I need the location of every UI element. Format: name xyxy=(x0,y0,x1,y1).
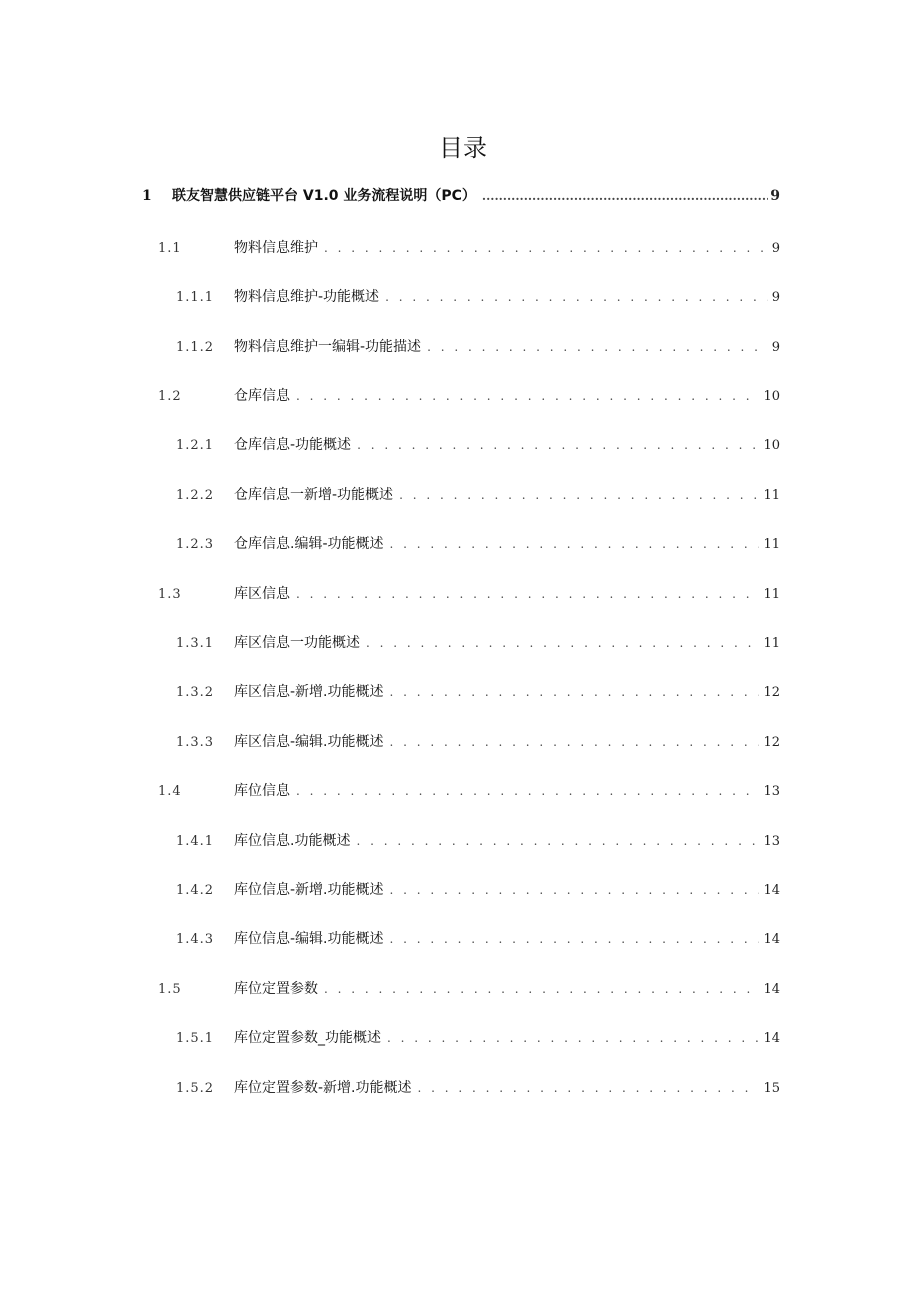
toc-leader-dots xyxy=(356,826,759,856)
toc-leader-dots xyxy=(324,233,768,263)
toc-entry-page: 14 xyxy=(763,1031,780,1046)
toc-leader-dots xyxy=(390,677,760,707)
toc-entry-label: 物料信息维护-功能概述 xyxy=(234,289,380,305)
toc-entry-number: 1.2.2 xyxy=(176,488,215,503)
toc-entry-number: 1 xyxy=(142,188,153,204)
toc-entry[interactable] xyxy=(176,529,780,559)
toc-entry[interactable] xyxy=(176,282,780,312)
toc-entry-number: 1.4.2 xyxy=(176,883,215,898)
toc-entry[interactable] xyxy=(158,579,780,609)
toc-entry-number: 1.4.3 xyxy=(176,932,215,947)
toc-entry[interactable] xyxy=(176,875,780,905)
toc-leader-dots xyxy=(296,381,759,411)
toc-entry-label: 库位信息-编辑.功能概述 xyxy=(234,931,384,947)
toc-entry-page: 11 xyxy=(763,488,780,503)
toc-leader-dots xyxy=(324,974,759,1004)
toc-entry-page: 12 xyxy=(763,685,780,700)
toc-entry-page: 14 xyxy=(763,982,780,997)
toc-entry-page: 9 xyxy=(771,241,780,256)
toc-entry-label: 物料信息维护 xyxy=(234,240,318,256)
toc-entry-page: 11 xyxy=(763,537,780,552)
toc-entry-label: 仓库信息.编辑-功能概述 xyxy=(234,536,384,552)
toc-entry-page: 9 xyxy=(771,290,780,305)
toc-entry-number: 1.1.1 xyxy=(176,290,215,305)
toc-entry-page: 10 xyxy=(763,389,780,404)
toc-leader-dots xyxy=(390,529,760,559)
toc-entry[interactable] xyxy=(158,776,780,806)
toc-entry-page: 9 xyxy=(770,188,780,204)
toc-leader-dots xyxy=(357,430,759,460)
toc-leader-dots xyxy=(390,875,760,905)
toc-entry-page: 14 xyxy=(763,932,780,947)
toc-entry-number: 1.3.2 xyxy=(176,685,215,700)
toc-entry[interactable] xyxy=(176,924,780,954)
toc-entry-label: 库位信息-新增.功能概述 xyxy=(234,882,384,898)
toc-entry-number: 1.4 xyxy=(158,784,182,799)
toc-leader-dots xyxy=(399,480,759,510)
toc-entry[interactable] xyxy=(142,181,780,211)
toc-entry-label: 仓库信息-功能概述 xyxy=(234,437,352,453)
toc-entry-number: 1.2.1 xyxy=(176,438,215,453)
toc-entry[interactable] xyxy=(176,480,780,510)
toc-entry-label: 物料信息维护一编辑-功能描述 xyxy=(234,339,422,355)
toc-entry-number: 1.5 xyxy=(158,982,182,997)
toc-entry-page: 13 xyxy=(763,784,780,799)
toc-leader-dots xyxy=(387,1023,759,1053)
toc-entry-label: 库区信息一功能概述 xyxy=(234,635,360,651)
toc-entry-page: 9 xyxy=(771,340,780,355)
toc-entry-page: 11 xyxy=(763,636,780,651)
toc-entry[interactable] xyxy=(176,727,780,757)
toc-entry-label: 联友智慧供应链平台 V1.0 业务流程说明（PC） xyxy=(172,188,476,204)
toc-entry-page: 11 xyxy=(763,587,780,602)
toc-entry-number: 1.5.1 xyxy=(176,1031,215,1046)
toc-entry-number: 1.5.2 xyxy=(176,1081,215,1096)
toc-entry-number: 1.3.1 xyxy=(176,636,215,651)
toc-entry[interactable] xyxy=(176,628,780,658)
toc-entry-label: 库位定置参数-新增.功能概述 xyxy=(234,1080,412,1096)
toc-leader-dots xyxy=(427,332,768,362)
toc-leader-dots xyxy=(390,727,760,757)
toc-entry-label: 仓库信息 xyxy=(234,388,290,404)
toc-leader-dots xyxy=(296,579,759,609)
toc-entry-page: 14 xyxy=(763,883,780,898)
toc-entry-page: 10 xyxy=(763,438,780,453)
toc-entry[interactable] xyxy=(158,233,780,263)
toc-entry-number: 1.1 xyxy=(158,241,182,256)
toc-entry-label: 库位信息 xyxy=(234,783,290,799)
toc-entry-number: 1.3.3 xyxy=(176,735,215,750)
page-title: 目录 xyxy=(439,134,487,162)
toc-entry-page: 15 xyxy=(763,1081,780,1096)
toc-entry-number: 1.3 xyxy=(158,587,182,602)
toc-entry-number: 1.4.1 xyxy=(176,834,215,849)
toc-entry-label: 库区信息-新增.功能概述 xyxy=(234,684,384,700)
toc-leader-dots xyxy=(385,282,768,312)
toc-entry[interactable] xyxy=(176,1073,780,1103)
toc-entry-label: 库位定置参数 xyxy=(234,981,318,997)
toc-leader-dots xyxy=(390,924,760,954)
toc-entry[interactable] xyxy=(158,974,780,1004)
toc-entry[interactable] xyxy=(176,430,780,460)
toc-entry-number: 1.2 xyxy=(158,389,182,404)
toc-entry[interactable] xyxy=(176,332,780,362)
toc-entry-number: 1.2.3 xyxy=(176,537,215,552)
toc-entry-page: 13 xyxy=(763,834,780,849)
toc-leader-dots xyxy=(296,776,759,806)
toc-leader-dots xyxy=(418,1073,760,1103)
toc-entry[interactable] xyxy=(176,826,780,856)
toc-entry-number: 1.1.2 xyxy=(176,340,215,355)
toc-entry-label: 库位信息.功能概述 xyxy=(234,833,351,849)
toc-entry-label: 库区信息-编辑.功能概述 xyxy=(234,734,384,750)
toc-entry-label: 库区信息 xyxy=(234,586,290,602)
toc-entry[interactable] xyxy=(158,381,780,411)
toc-entry[interactable] xyxy=(176,1023,780,1053)
toc-entry[interactable] xyxy=(176,677,780,707)
toc-entry-label: 库位定置参数_功能概述 xyxy=(234,1030,381,1046)
toc-leader-dots xyxy=(366,628,759,658)
toc-entry-page: 12 xyxy=(763,735,780,750)
toc-leader-dots xyxy=(482,181,768,211)
toc-entry-label: 仓库信息一新增-功能概述 xyxy=(234,487,394,503)
